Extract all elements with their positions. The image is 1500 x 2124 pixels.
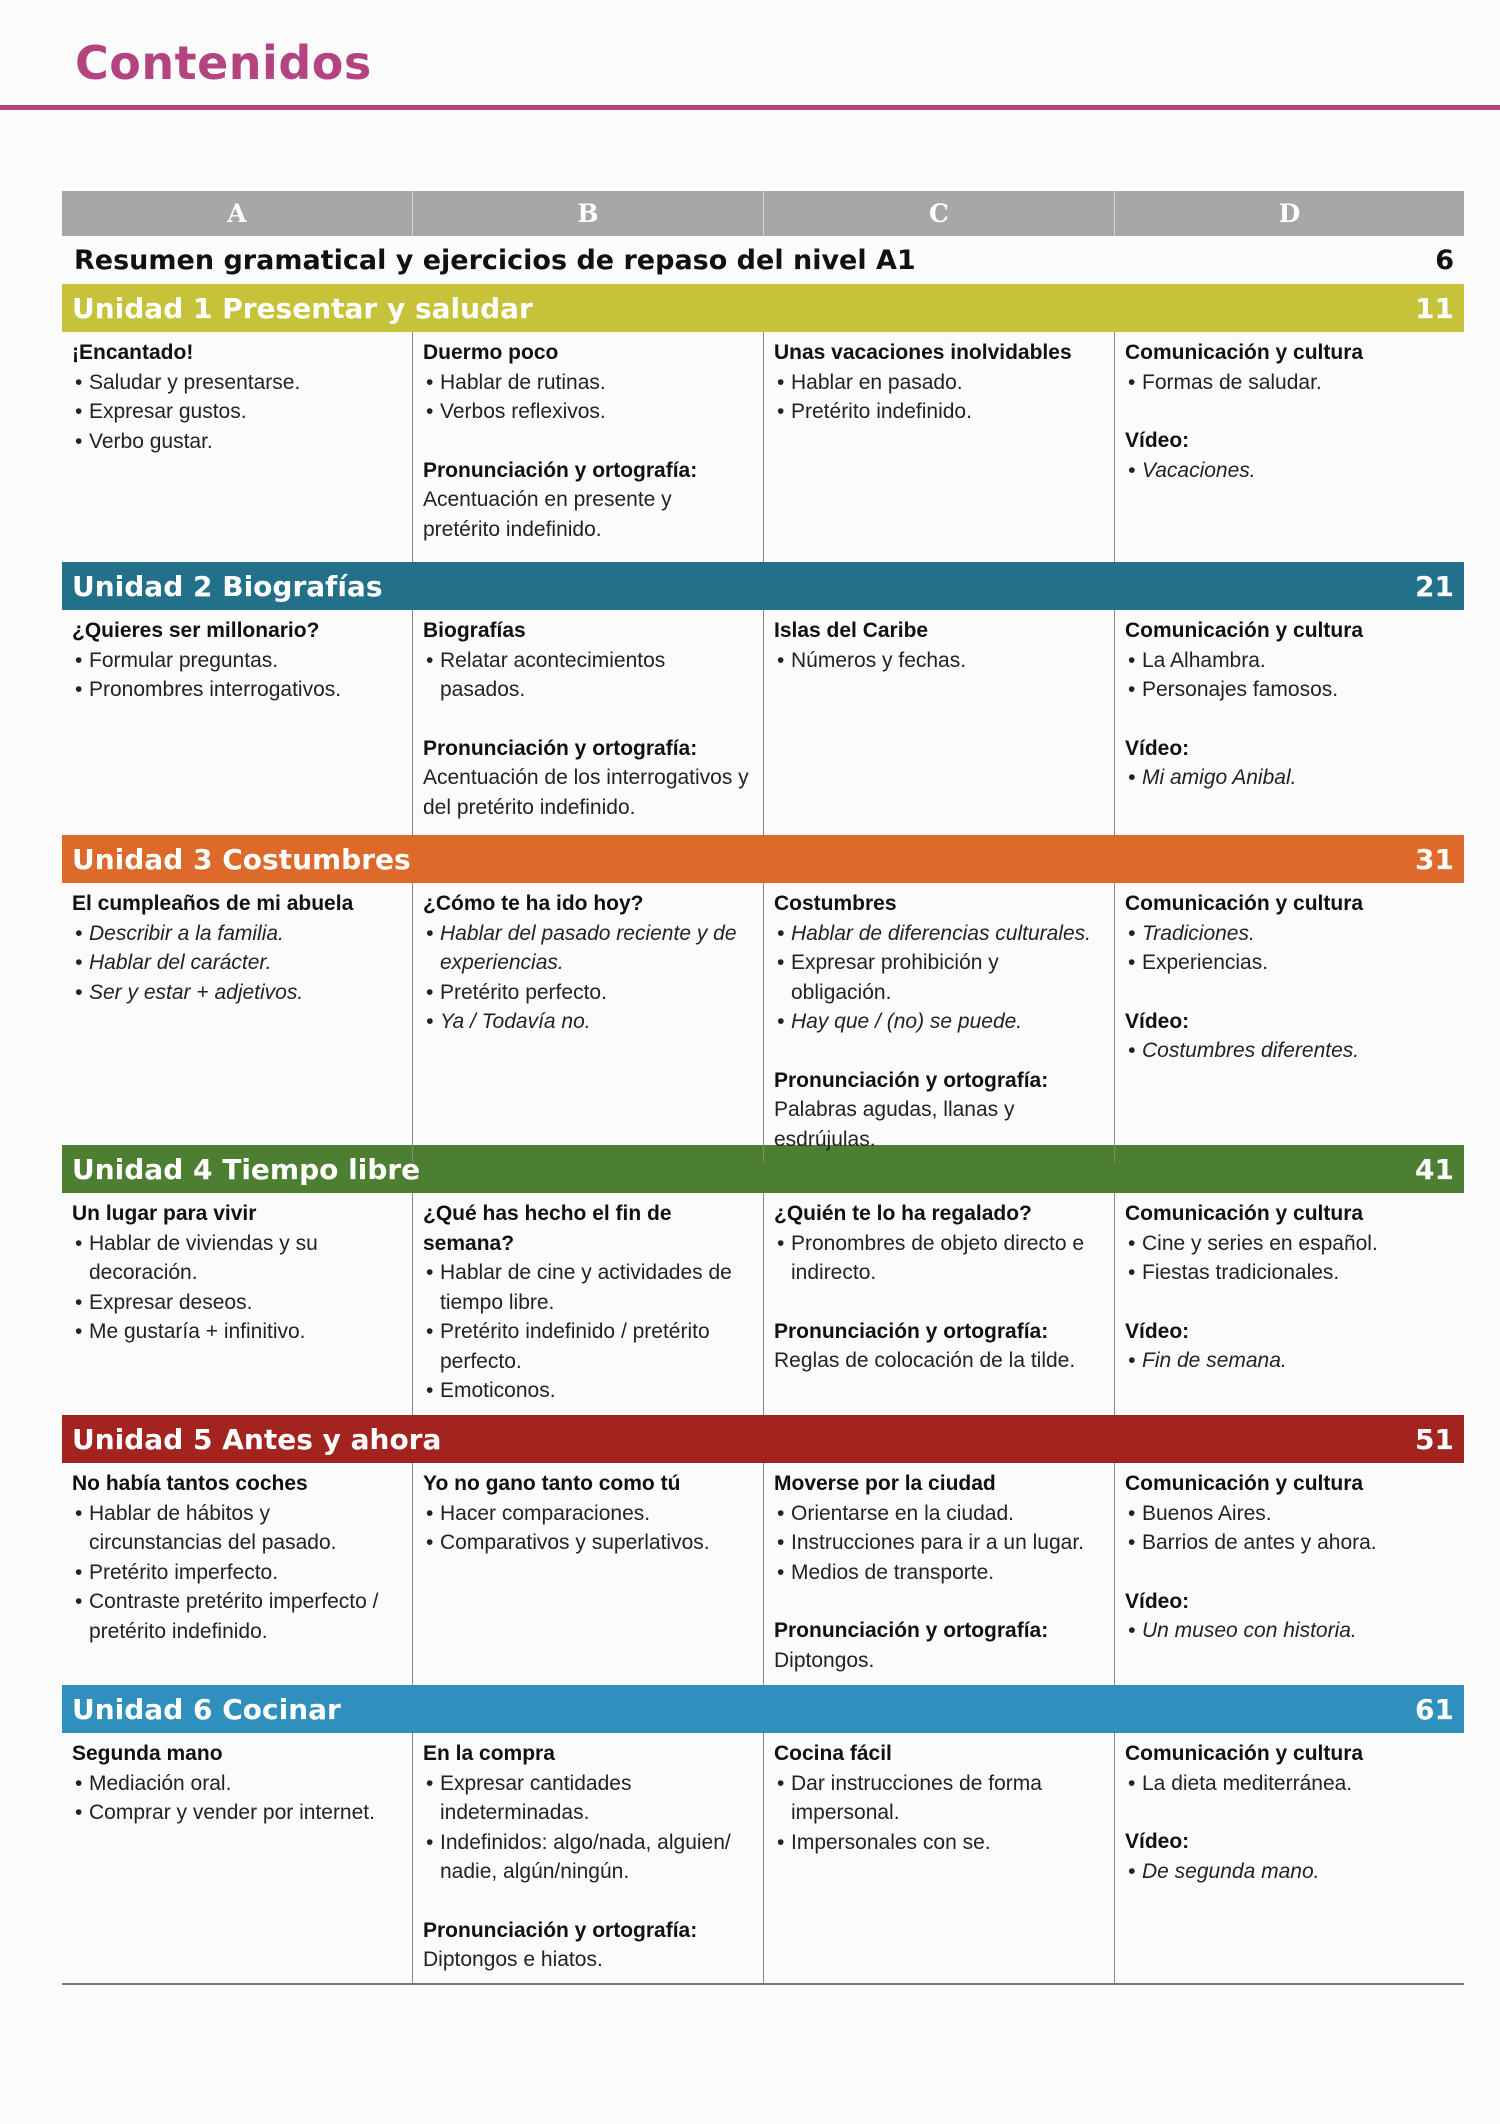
content-bullet: • Expresar cantidades indeterminadas. [423, 1769, 751, 1828]
unit-title: Unidad 3 Costumbres [72, 842, 411, 876]
unit-page-number: 31 [1415, 842, 1454, 876]
lesson-title: No había tantos coches [72, 1472, 308, 1495]
unit-content-grid [62, 1193, 1464, 1415]
unit-cell [764, 883, 1115, 1162]
subsection-text: Diptongos. [774, 1648, 875, 1672]
lesson-title: Costumbres [774, 892, 897, 915]
content-bullet: • Hablar de rutinas. [423, 368, 751, 398]
content-bullet: • Ser y estar + adjetivos. [72, 978, 400, 1008]
content-bullet: • Verbos reflexivos. [423, 397, 751, 427]
lesson-title: El cumpleaños de mi abuela [72, 892, 354, 915]
units-container [62, 284, 1464, 1983]
title-divider [0, 105, 1500, 110]
content-bullet: • Saludar y presentarse. [72, 368, 400, 398]
unit-cell [764, 610, 1115, 835]
content-bullet: • Cine y series en español. [1125, 1229, 1452, 1259]
content-bullet: • Medios de transporte. [774, 1558, 1102, 1588]
unit-cell [1115, 1733, 1464, 1983]
content-bullet: • Instrucciones para ir a un lugar. [774, 1528, 1102, 1558]
unit-content-grid [62, 1463, 1464, 1685]
unit-cell [1115, 610, 1464, 835]
content-bullet: • La dieta mediterránea. [1125, 1769, 1452, 1799]
unit-cell [62, 610, 413, 835]
content-bullet: • Hay que / (no) se puede. [774, 1007, 1102, 1037]
lesson-title: Moverse por la ciudad [774, 1472, 996, 1495]
unit-cell [413, 883, 764, 1162]
unit-cell [1115, 332, 1464, 562]
unit-cell [764, 1193, 1115, 1415]
content-bullet: • Buenos Aires. [1125, 1499, 1452, 1529]
video-bullet: • Fin de semana. [1125, 1346, 1452, 1376]
lesson-title: Duermo poco [423, 341, 559, 364]
content-bullet: • Mediación oral. [72, 1769, 400, 1799]
unit-header-bar[interactable] [62, 1415, 1464, 1463]
content-bullet: • Me gustaría + infinitivo. [72, 1317, 400, 1347]
content-bullet: • Comprar y vender por internet. [72, 1798, 400, 1828]
content-bullet: • Dar instrucciones de forma impersonal. [774, 1769, 1102, 1828]
unit-content-grid [62, 332, 1464, 562]
lesson-title: Comunicación y cultura [1125, 1742, 1364, 1765]
subsection-text: Acentuación en presente y pretérito indefinido. [423, 488, 672, 541]
unit-cell [62, 883, 413, 1162]
content-bullet: • Hablar del pasado reciente y de experiencias. [423, 919, 751, 978]
unit-cell [1115, 1193, 1464, 1415]
unit-header-bar[interactable] [62, 284, 1464, 332]
subsection-title: Pronunciación y ortografía: [774, 1619, 1049, 1642]
unit-page-number: 51 [1415, 1422, 1454, 1456]
subsection-text: Acentuación de los interrogativos y del pretérito indefinido. [423, 766, 749, 819]
content-bullet: • Pretérito perfecto. [423, 978, 751, 1008]
subsection-title: Pronunciación y ortografía: [423, 736, 698, 760]
summary-label: Resumen gramatical y ejercicios de repaso del nivel A1 [74, 244, 916, 276]
subsection-title: Vídeo: [1125, 1589, 1190, 1613]
unit-cell [1115, 1463, 1464, 1685]
content-bullet: • Orientarse en la ciudad. [774, 1499, 1102, 1529]
video-bullet: • Mi amigo Anibal. [1125, 763, 1452, 793]
video-bullet: • De segunda mano. [1125, 1857, 1452, 1887]
unit-title: Unidad 5 Antes y ahora [72, 1422, 442, 1456]
content-bullet: • Experiencias. [1125, 948, 1452, 978]
unit-content-grid [62, 1733, 1464, 1983]
subsection-title: Vídeo: [1125, 429, 1190, 452]
content-bullet: • Relatar acontecimientos pasados. [423, 646, 751, 705]
video-bullet: • Costumbres diferentes. [1125, 1036, 1452, 1066]
subsection-title: Pronunciación y ortografía: [423, 1918, 698, 1942]
subsection-title: Vídeo: [1125, 1319, 1190, 1343]
content-bullet: • Formular preguntas. [72, 646, 400, 676]
unit-header-bar[interactable] [62, 562, 1464, 610]
unit-header-bar[interactable] [62, 835, 1464, 883]
lesson-title: ¡Encantado! [72, 341, 194, 364]
content-bullet: • Hacer comparaciones. [423, 1499, 751, 1529]
content-bullet: • Contraste pretérito imperfecto / pretérito indefinido. [72, 1587, 400, 1646]
lesson-title: Un lugar para vivir [72, 1202, 257, 1225]
subsection-title: Pronunciación y ortografía: [774, 1319, 1049, 1343]
unit-cell [764, 1733, 1115, 1983]
subsection-title: Pronunciación y ortografía: [774, 1068, 1049, 1092]
content-bullet: • Impersonales con se. [774, 1828, 1102, 1858]
lesson-title: Cocina fácil [774, 1742, 892, 1765]
unit-cell [413, 610, 764, 835]
lesson-title: Comunicación y cultura [1125, 1202, 1364, 1225]
subsection-text: Diptongos e hiatos. [423, 1948, 603, 1971]
lesson-title: Biografías [423, 619, 526, 642]
column-header-d: D [1278, 199, 1301, 228]
lesson-title: ¿Quién te lo ha regalado? [774, 1202, 1032, 1225]
lesson-title: Comunicación y cultura [1125, 619, 1364, 642]
content-bullet: • Hablar en pasado. [774, 368, 1102, 398]
summary-row[interactable] [62, 236, 1464, 284]
content-bullet: • Hablar de hábitos y circunstancias del pasado. [72, 1499, 400, 1558]
content-bullet: • Personajes famosos. [1125, 675, 1452, 705]
content-bullet: • Pretérito imperfecto. [72, 1558, 400, 1588]
lesson-title: Comunicación y cultura [1125, 341, 1364, 364]
video-bullet: • Vacaciones. [1125, 456, 1452, 486]
content-bullet: • Hablar de viviendas y su decoración. [72, 1229, 400, 1288]
video-bullet: • Un museo con historia. [1125, 1616, 1452, 1646]
subsection-text: Reglas de colocación de la tilde. [774, 1349, 1076, 1372]
content-bullet: • Tradiciones. [1125, 919, 1452, 949]
content-bullet: • Emoticonos. [423, 1376, 751, 1406]
unit-title: Unidad 2 Biografías [72, 569, 383, 603]
content-bullet: • La Alhambra. [1125, 646, 1452, 676]
lesson-title: Comunicación y cultura [1125, 892, 1364, 915]
content-bullet: • Pretérito indefinido / pretérito perfecto. [423, 1317, 751, 1376]
unit-cell [62, 1463, 413, 1685]
unit-title: Unidad 6 Cocinar [72, 1692, 341, 1726]
content-bullet: • Expresar gustos. [72, 397, 400, 427]
unit-cell [413, 332, 764, 562]
unit-cell [413, 1193, 764, 1415]
subsection-title: Vídeo: [1125, 1830, 1190, 1853]
unit-page-number: 21 [1415, 569, 1454, 603]
content-bullet: • Hablar del carácter. [72, 948, 400, 978]
summary-page-number: 6 [1435, 244, 1454, 276]
content-bullet: • Comparativos y superlativos. [423, 1528, 751, 1558]
lesson-title: ¿Cómo te ha ido hoy? [423, 892, 644, 915]
unit-cell [764, 1463, 1115, 1685]
unit-cell [62, 1733, 413, 1983]
unit-cell [62, 1193, 413, 1415]
column-header-row [62, 191, 1464, 236]
subsection-text: Palabras agudas, llanas y esdrújulas. [774, 1098, 1015, 1151]
content-bullet: • Pronombres interrogativos. [72, 675, 400, 705]
unit-content-grid [62, 883, 1464, 1151]
lesson-title: Comunicación y cultura [1125, 1472, 1364, 1495]
column-header-b: B [413, 191, 764, 236]
content-bullet: • Expresar deseos. [72, 1288, 400, 1318]
content-bullet: • Ya / Todavía no. [423, 1007, 751, 1037]
lesson-title: ¿Quieres ser millonario? [72, 619, 320, 642]
unit-page-number: 41 [1415, 1152, 1454, 1186]
content-bullet: • Pronombres de objeto directo e indirecto. [774, 1229, 1102, 1288]
subsection-title: Vídeo: [1125, 1009, 1190, 1033]
content-bullet: • Barrios de antes y ahora. [1125, 1528, 1452, 1558]
lesson-title: Unas vacaciones inolvidables [774, 341, 1072, 364]
content-bullet: • Formas de saludar. [1125, 368, 1452, 398]
content-bullet: • Indefinidos: algo/nada, alguien/ nadie, algún/ningún. [423, 1828, 751, 1887]
unit-page-number: 11 [1415, 291, 1454, 325]
lesson-title: Segunda mano [72, 1742, 223, 1765]
content-bullet: • Describir a la familia. [72, 919, 400, 949]
unit-cell [413, 1733, 764, 1983]
unit-title: Unidad 1 Presentar y saludar [72, 291, 533, 325]
column-header-c: C [764, 191, 1115, 236]
contents-table [62, 191, 1464, 1985]
content-bullet: • Hablar de diferencias culturales. [774, 919, 1102, 949]
content-bullet: • Fiestas tradicionales. [1125, 1258, 1452, 1288]
lesson-title: En la compra [423, 1742, 555, 1765]
content-bullet: • Verbo gustar. [72, 427, 400, 457]
content-bullet: • Pretérito indefinido. [774, 397, 1102, 427]
unit-title: Unidad 4 Tiempo libre [72, 1152, 421, 1186]
table-bottom-rule [62, 1983, 1464, 1985]
unit-cell [764, 332, 1115, 562]
subsection-title: Pronunciación y ortografía: [423, 458, 698, 482]
column-header-a: A [62, 191, 413, 236]
content-bullet: • Expresar prohibición y obligación. [774, 948, 1102, 1007]
subsection-title: Vídeo: [1125, 736, 1190, 760]
unit-cell [413, 1463, 764, 1685]
unit-content-grid [62, 610, 1464, 835]
unit-cell [1115, 883, 1464, 1162]
unit-cell [62, 332, 413, 562]
lesson-title: Yo no gano tanto como tú [423, 1472, 681, 1495]
lesson-title: Islas del Caribe [774, 619, 929, 642]
unit-header-bar[interactable] [62, 1685, 1464, 1733]
unit-page-number: 61 [1415, 1692, 1454, 1726]
content-bullet: • Números y fechas. [774, 646, 1102, 676]
content-bullet: • Hablar de cine y actividades de tiempo libre. [423, 1258, 751, 1317]
lesson-title: ¿Qué has hecho el fin de semana? [423, 1202, 672, 1255]
page-title: Contenidos [75, 36, 372, 90]
